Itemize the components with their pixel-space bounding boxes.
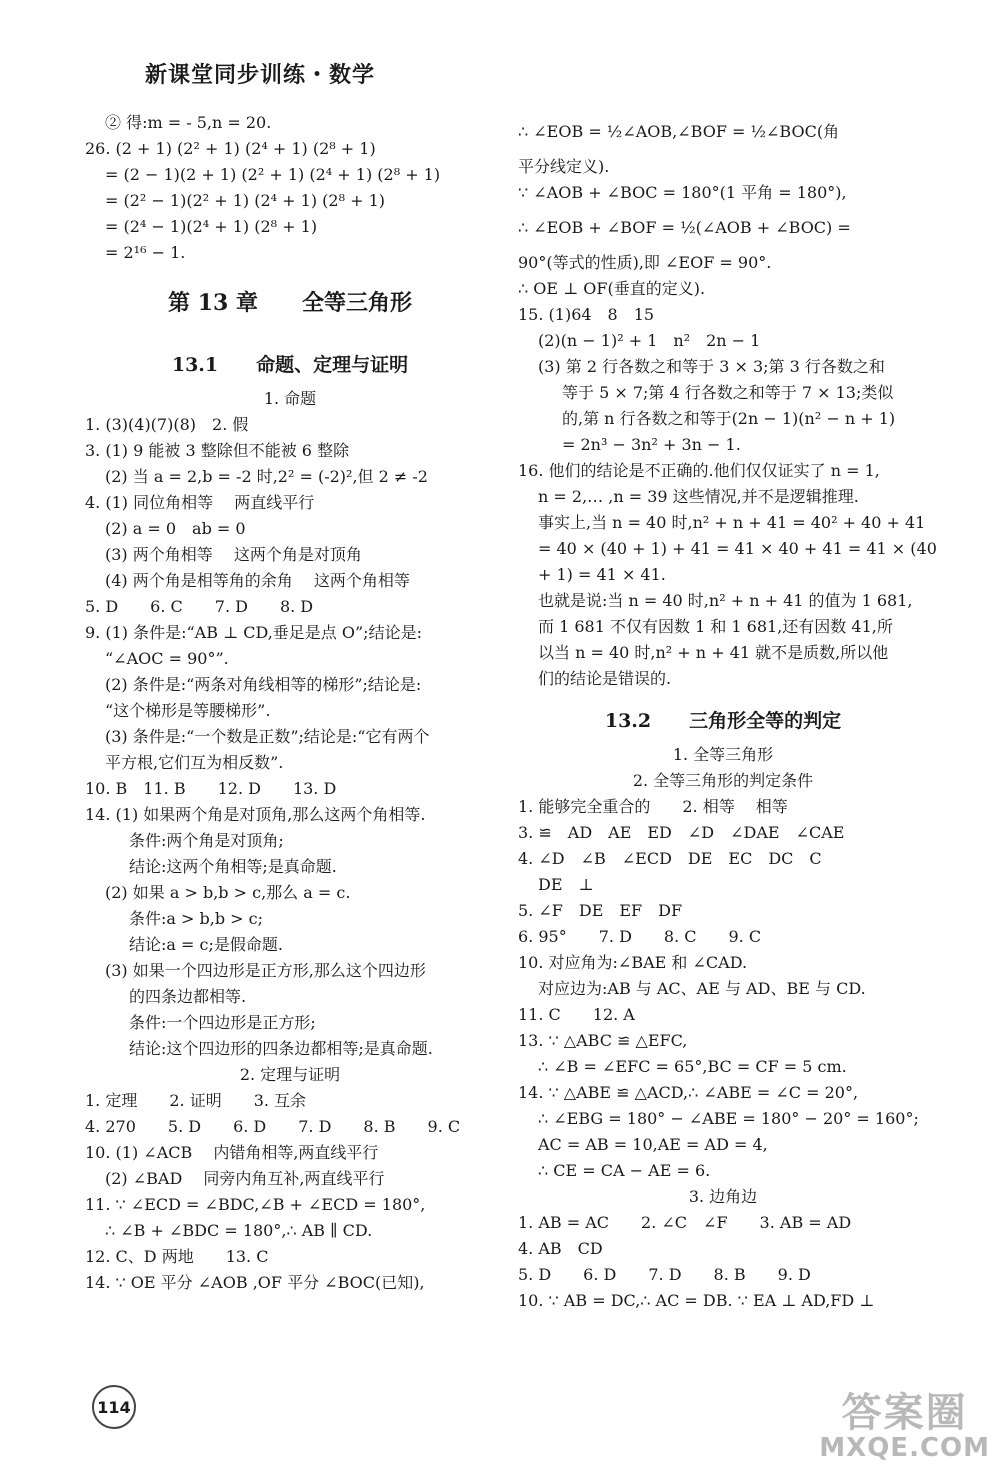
text-line: 3. ≌ AD AE ED ∠D ∠DAE ∠CAE — [518, 823, 845, 842]
text-line: 5. ∠F DE EF DF — [518, 901, 683, 920]
subsection-title: 1. 全等三角形 — [672, 745, 774, 764]
text-line: 3. (1) 9 能被 3 整除但不能被 6 整除 — [85, 441, 350, 460]
text-line: 1. AB = AC 2. ∠C ∠F 3. AB = AD — [518, 1213, 852, 1232]
subsection-title: 1. 命题 — [263, 389, 317, 408]
text-line: ∴ OE ⊥ OF(垂直的定义). — [518, 279, 706, 298]
text-line: 15. (1)64 8 15 — [518, 305, 655, 324]
text-line: ∵ ∠AOB + ∠BOC = 180°(1 平角 = 180°), — [518, 183, 847, 202]
text-line: = (2⁴ − 1)(2⁴ + 1) (2⁸ + 1) — [105, 217, 318, 236]
text-line: 平分线定义). — [518, 157, 610, 176]
text-line: 的四条边都相等. — [129, 987, 247, 1006]
text-line: 1. 能够完全重合的 2. 相等 相等 — [518, 797, 788, 816]
text-line: (4) 两个角是相等角的余角 这两个角相等 — [105, 571, 410, 590]
text-line: 90°(等式的性质),即 ∠EOF = 90°. — [518, 253, 772, 272]
text-line: 5. D 6. C 7. D 8. D — [85, 597, 314, 616]
text-line: = 40 × (40 + 1) + 41 = 41 × 40 + 41 = 41 × (40 — [538, 539, 937, 558]
text-line: 条件:a > b,b > c; — [129, 909, 264, 928]
text-line: 10. B 11. B 12. D 13. D — [85, 779, 337, 798]
text-line: 等于 5 × 7;第 4 行各数之和等于 7 × 13;类似 — [562, 383, 894, 402]
text-line: AC = AB = 10,AE = AD = 4, — [538, 1135, 768, 1154]
text-line: 条件:一个四边形是正方形; — [129, 1013, 316, 1032]
text-line: + 1) = 41 × 41. — [538, 565, 666, 584]
text-line: (2) 当 a = 2,b = -2 时,2² = (-2)²,但 2 ≠ -2 — [105, 467, 428, 486]
text-line: = (2² − 1)(2² + 1) (2⁴ + 1) (2⁸ + 1) — [105, 191, 386, 210]
text-line: (2) a = 0 ab = 0 — [105, 519, 246, 538]
right-column — [518, 110, 937, 1314]
text-line: n = 2,… ,n = 39 这些情况,并不是逻辑推理. — [538, 487, 859, 506]
text-line: 4. (1) 同位角相等 两直线平行 — [85, 493, 315, 512]
text-line: 对应边为:AB 与 AC、AE 与 AD、BE 与 CD. — [538, 979, 866, 998]
text-line: 4. AB CD — [518, 1239, 603, 1258]
text-line: = 2n³ − 3n² + 3n − 1. — [562, 435, 741, 454]
subsection-title: 2. 定理与证明 — [239, 1065, 341, 1084]
text-line: 结论:这两个角相等;是真命题. — [129, 857, 337, 876]
text-line: 1. 定理 2. 证明 3. 互余 — [85, 1091, 307, 1110]
text-line: ∴ ∠B = ∠EFC = 65°,BC = CF = 5 cm. — [538, 1057, 847, 1076]
text-line: “这个梯形是等腰梯形”. — [105, 701, 271, 720]
text-line: 5. D 6. D 7. D 8. B 9. D — [518, 1265, 811, 1284]
text-line: 10. (1) ∠ACB 内错角相等,两直线平行 — [85, 1143, 379, 1162]
watermark-text: 答案圈 — [841, 1390, 968, 1436]
text-line: (3) 两个角相等 这两个角是对顶角 — [105, 545, 362, 564]
text-line: 也就是说:当 n = 40 时,n² + n + 41 的值为 1 681, — [538, 591, 913, 610]
text-line: = (2 − 1)(2 + 1) (2² + 1) (2⁴ + 1) (2⁸ + 1) — [105, 165, 441, 184]
text-line: 16. 他们的结论是不正确的.他们仅仅证实了 n = 1, — [518, 461, 880, 480]
text-line: 13. ∵ △ABC ≌ △EFC, — [518, 1031, 688, 1050]
text-line: 14. ∵ OE 平分 ∠AOB ,OF 平分 ∠BOC(已知), — [85, 1273, 425, 1292]
left-column — [85, 110, 495, 1296]
text-line: 11. ∵ ∠ECD = ∠BDC,∠B + ∠ECD = 180°, — [85, 1195, 426, 1214]
text-line: “∠AOC = 90°”. — [105, 649, 229, 668]
text-line: (3) 条件是:“一个数是正数”;结论是:“它有两个 — [105, 727, 430, 746]
section-title: 13.1 命题、定理与证明 — [171, 354, 409, 376]
text-line: ∴ ∠EBG = 180° − ∠ABE = 180° − 20° = 160°; — [538, 1109, 919, 1128]
subsection-title: 2. 全等三角形的判定条件 — [632, 771, 814, 790]
watermark-url: MXQE.COM — [819, 1433, 990, 1463]
text-line: 4. ∠D ∠B ∠ECD DE EC DC C — [518, 849, 822, 868]
text-line: (2) 如果 a > b,b > c,那么 a = c. — [105, 883, 351, 902]
text-line: (3) 如果一个四边形是正方形,那么这个四边形 — [105, 961, 426, 980]
text-line: 条件:两个角是对顶角; — [129, 831, 284, 850]
text-line: 以当 n = 40 时,n² + n + 41 就不是质数,所以他 — [538, 643, 889, 662]
text-line: (2)(n − 1)² + 1 n² 2n − 1 — [538, 331, 761, 350]
watermark-logo — [819, 1392, 990, 1462]
text-line: ② 得:m = - 5,n = 20. — [105, 113, 272, 132]
text-line: 12. C、D 两地 13. C — [85, 1247, 269, 1266]
text-line: (2) 条件是:“两条对角线相等的梯形”;结论是: — [105, 675, 422, 694]
text-line: ∴ ∠EOB + ∠BOF = ½(∠AOB + ∠BOC) = — [518, 218, 851, 237]
page-number: 114 — [92, 1385, 136, 1429]
text-line: = 2¹⁶ − 1. — [105, 243, 186, 262]
text-line: 11. C 12. A — [518, 1005, 635, 1024]
text-line: 26. (2 + 1) (2² + 1) (2⁴ + 1) (2⁸ + 1) — [85, 139, 376, 158]
text-line: 结论:a = c;是假命题. — [129, 935, 283, 954]
text-line: (2) ∠BAD 同旁内角互补,两直线平行 — [105, 1169, 385, 1188]
text-line: 的,第 n 行各数之和等于(2n − 1)(n² − n + 1) — [562, 409, 896, 428]
text-line: (3) 第 2 行各数之和等于 3 × 3;第 3 行各数之和 — [538, 357, 885, 376]
text-line: 14. (1) 如果两个角是对顶角,那么这两个角相等. — [85, 805, 426, 824]
text-line: 事实上,当 n = 40 时,n² + n + 41 = 40² + 40 + 41 — [538, 513, 926, 532]
text-line: 平方根,它们互为相反数”. — [105, 753, 284, 772]
text-line: ∴ ∠B + ∠BDC = 180°,∴ AB ∥ CD. — [105, 1221, 373, 1240]
text-line: 10. 对应角为:∠BAE 和 ∠CAD. — [518, 953, 748, 972]
text-line: ∴ ∠EOB = ½∠AOB,∠BOF = ½∠BOC(角 — [518, 122, 840, 141]
subsection-title: 3. 边角边 — [688, 1187, 758, 1206]
text-line: 而 1 681 不仅有因数 1 和 1 681,还有因数 41,所 — [538, 617, 893, 636]
text-line: 14. ∵ △ABE ≌ △ACD,∴ ∠ABE = ∠C = 20°, — [518, 1083, 859, 1102]
section-title: 13.2 三角形全等的判定 — [604, 710, 842, 732]
text-line: 9. (1) 条件是:“AB ⊥ CD,垂足是点 O”;结论是: — [85, 623, 422, 642]
page-header: 新课堂同步训练・数学 — [145, 62, 376, 88]
text-line: 们的结论是错误的. — [538, 669, 672, 688]
text-line: 10. ∵ AB = DC,∴ AC = DB. ∵ EA ⊥ AD,FD ⊥ — [518, 1291, 875, 1310]
text-line: 1. (3)(4)(7)(8) 2. 假 — [85, 415, 249, 434]
text-line: 6. 95° 7. D 8. C 9. C — [518, 927, 762, 946]
chapter-title: 第 13 章 全等三角形 — [168, 290, 412, 316]
text-line: ∴ CE = CA − AE = 6. — [538, 1161, 711, 1180]
text-line: 4. 270 5. D 6. D 7. D 8. B 9. C — [85, 1117, 461, 1136]
text-line: 结论:这个四边形的四条边都相等;是真命题. — [129, 1039, 433, 1058]
text-line: DE ⊥ — [538, 875, 594, 894]
